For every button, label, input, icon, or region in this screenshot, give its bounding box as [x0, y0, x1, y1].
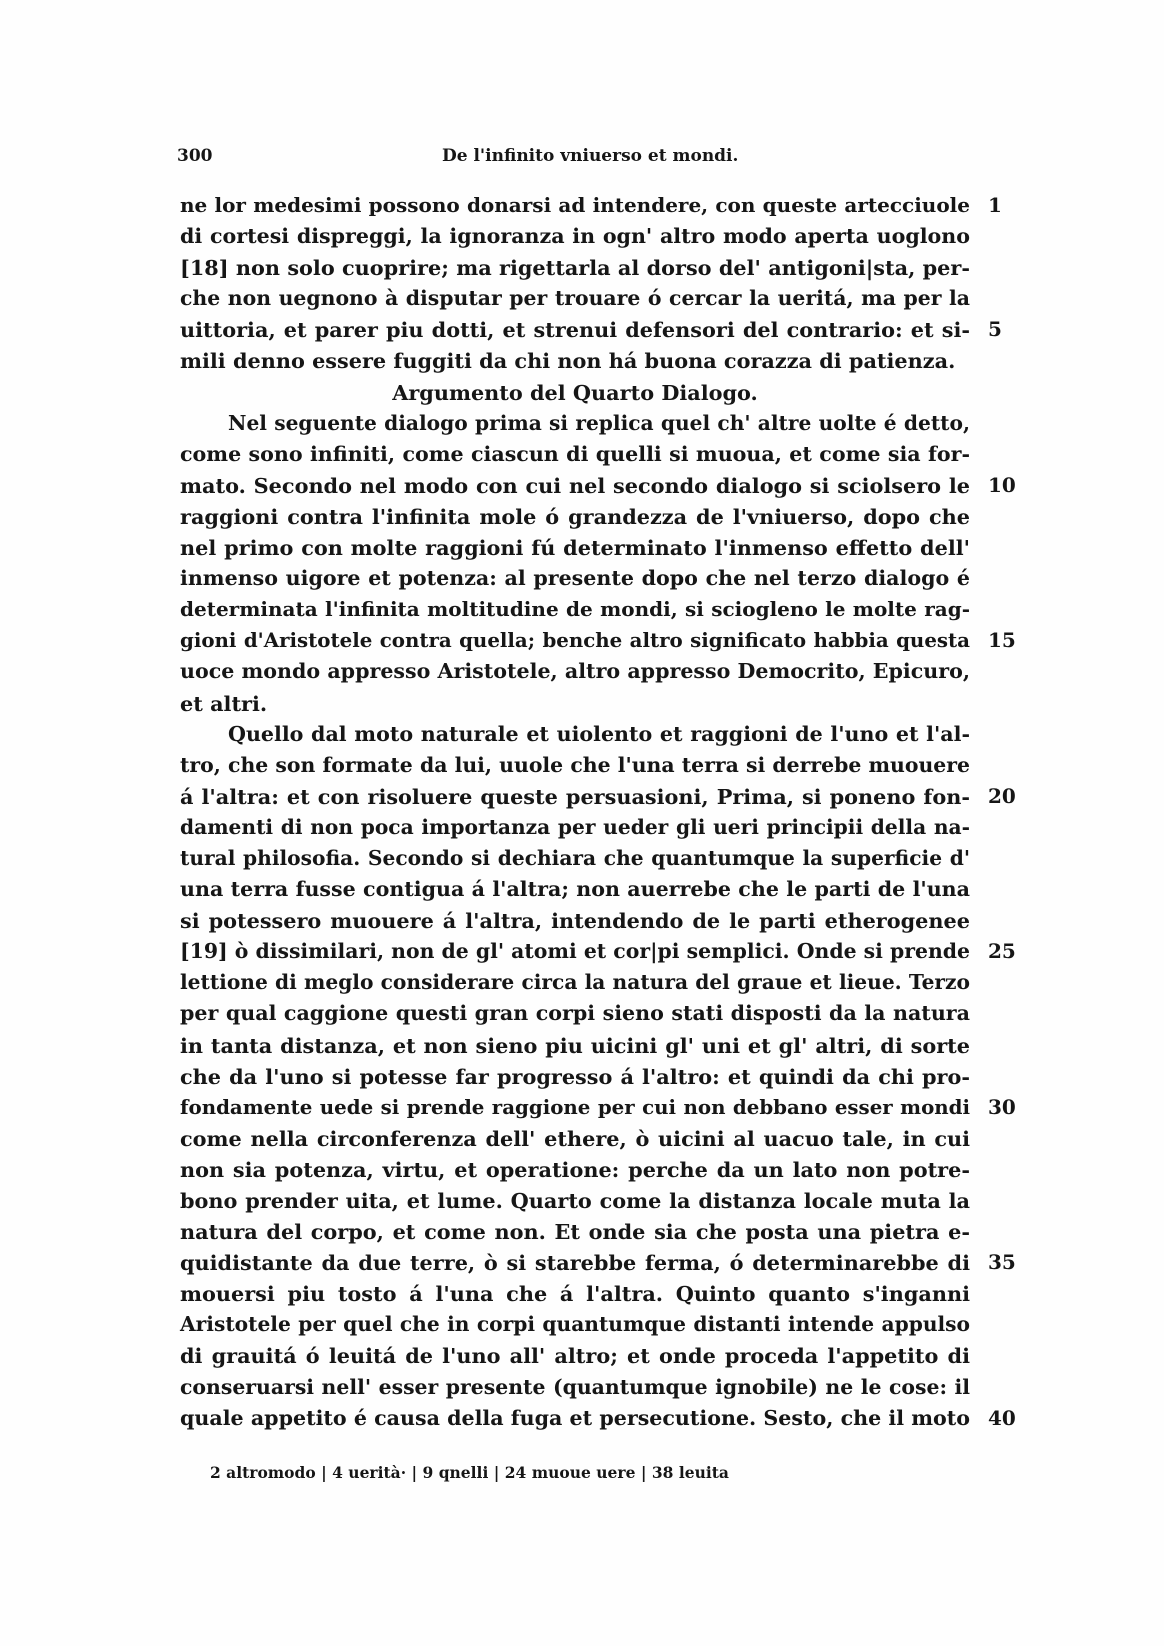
text-line-content: tro, che son formate da lui, uuole che l'una terra si derrebe muouere: [180, 752, 970, 777]
line-number: [988, 1340, 1028, 1371]
text-line-content: quidistante da due terre, ò si starebbe ferma, ó determinarebbe di: [180, 1250, 970, 1276]
running-head: [177, 146, 977, 170]
text-line: [180, 501, 970, 532]
line-number: [940, 408, 980, 439]
text-line: [180, 812, 970, 843]
text-line: [180, 1216, 970, 1247]
text-line: [180, 439, 970, 470]
apparatus-footnote: 2 altromodo | 4 uerità· | 9 qnelli | 24 muoue uere | 38 leuita: [210, 1463, 729, 1482]
text-line: [180, 843, 970, 874]
line-number: [988, 905, 1028, 936]
line-number: [988, 874, 1028, 905]
line-number: 10: [988, 472, 1016, 497]
text-line: [180, 656, 970, 687]
text-line: [180, 252, 970, 283]
text-line-content: mili denno essere fuggiti da chi non há buona corazza di patienza.: [180, 348, 956, 374]
text-line-content: mouersi piu tosto á l'una che á l'altra. Quinto quanto s'inganni: [180, 1281, 970, 1307]
line-number: [988, 563, 1028, 594]
text-line-content: non sia potenza, virtu, et operatione: perche da un lato non potre-: [180, 1156, 970, 1182]
section-heading: [180, 377, 970, 408]
text-line: [180, 1403, 1016, 1434]
text-line: [180, 1372, 970, 1403]
line-number: [988, 1309, 1028, 1340]
text-line: [180, 874, 970, 905]
line-number: 25: [988, 939, 1016, 964]
text-line: [180, 781, 1016, 812]
text-line-content: una terra fusse contigua á l'altra; non auerrebe che le parti de l'una: [180, 877, 970, 902]
text-line: [180, 1185, 970, 1216]
text-line: [180, 1154, 970, 1185]
line-number: [988, 501, 1028, 532]
line-number: [988, 1061, 1028, 1092]
text-line-content: per qual caggione questi gran corpi sieno stati disposti da la natura: [180, 1001, 970, 1026]
line-number: 20: [988, 783, 1016, 808]
line-number: [988, 1278, 1028, 1309]
text-line-content: in tanta distanza, et non sieno piu uicini gl' uni et gl' altri, di sorte: [180, 1032, 970, 1058]
line-number: [988, 998, 1028, 1029]
text-line-content: tural philosofia. Secondo si dechiara che quantumque la superficie d': [180, 845, 970, 870]
text-line-content: natura del corpo, et come non. Et onde sia che posta una pietra e-: [180, 1219, 970, 1245]
line-number: [988, 1372, 1028, 1403]
text-line-content: che da l'uno si potesse far progresso á l'altro: et quindi da chi pro-: [180, 1063, 970, 1089]
line-number: [988, 377, 1028, 408]
text-line-content: et altri.: [180, 690, 268, 716]
text-line-content: come nella circonferenza dell' ethere, ò uicini al uacuo tale, in cui: [180, 1125, 970, 1151]
text-line: [180, 1061, 970, 1092]
text-line-content: fondamente uede si prende raggione per cui non debbano esser mondi: [180, 1094, 970, 1119]
text-line: [180, 190, 1002, 221]
line-number: [988, 594, 1028, 625]
line-number: [988, 345, 1028, 376]
line-number: 40: [988, 1405, 1016, 1430]
text-line-content: Argumento del Quarto Dialogo.: [392, 379, 758, 405]
line-number: [988, 1216, 1028, 1247]
text-line: [180, 594, 970, 625]
text-line: [180, 688, 970, 719]
text-line-content: [18] non solo cuoprire; ma rigettarla al dorso del' antigoni|sta, per-: [180, 255, 970, 281]
text-line-content: conseruarsi nell' esser presente (quantumque ignobile) ne le cose: il: [180, 1374, 970, 1399]
text-line: [180, 1123, 970, 1154]
text-line-content: di grauitá ó leuitá de l'uno all' altro; et onde proceda l'appetito di: [180, 1343, 970, 1369]
line-number: [988, 812, 1028, 843]
text-line: [180, 750, 970, 781]
text-line: [180, 221, 970, 252]
text-line-content: inmenso uigore et potenza: al presente dopo che nel terzo dialogo é: [180, 566, 970, 591]
text-line: [180, 563, 970, 594]
main-text: [180, 190, 1016, 1434]
text-line: [180, 967, 970, 998]
text-line-content: che non uegnono à disputar per trouare ó cercar la ueritá, ma per la: [180, 286, 970, 311]
text-line-content: si potessero muouere á l'altra, intendendo de le parti etherogenee: [180, 908, 970, 934]
line-number: [988, 439, 1028, 470]
line-number: [988, 688, 1028, 719]
text-line: [180, 1030, 970, 1061]
line-number: [988, 283, 1028, 314]
text-line: [180, 532, 970, 563]
text-line-content: Quello dal moto naturale et uiolento et raggioni de l'uno et l'al-: [228, 721, 970, 746]
text-line: [180, 998, 970, 1029]
line-number: [988, 1154, 1028, 1185]
text-line-content: raggioni contra l'infinita mole ó grandezza de l'vniuerso, dopo che: [180, 503, 970, 529]
text-line-content: damenti di non poca importanza per ueder gli ueri principii della na-: [180, 814, 970, 839]
text-line-content: determinata l'infinita moltitudine de mondi, si sciogleno le molte rag-: [180, 597, 970, 622]
line-number: [988, 1185, 1028, 1216]
line-number: [988, 656, 1028, 687]
text-line-content: Nel seguente dialogo prima si replica quel ch' altre uolte é detto,: [228, 410, 970, 435]
line-number: [940, 719, 980, 750]
text-line: [180, 1340, 970, 1371]
line-number: 15: [988, 628, 1016, 653]
line-number: [988, 843, 1028, 874]
text-line: [180, 1278, 970, 1309]
line-number: 30: [988, 1094, 1016, 1119]
line-number: [988, 221, 1028, 252]
line-number: 5: [988, 317, 1002, 342]
text-line-content: come sono infiniti, come ciascun di quelli si muoua, et come sia for-: [180, 441, 970, 466]
line-number: [988, 1030, 1028, 1061]
text-line-content: ne lor medesimi possono donarsi ad intendere, con queste artecciuole: [180, 193, 970, 217]
running-title: De l'infinito vniuerso et mondi.: [442, 146, 739, 166]
text-line: [180, 719, 970, 750]
text-line-content: Aristotele per quel che in corpi quantumque distanti intende appulso: [180, 1312, 970, 1337]
text-line-content: á l'altra: et con risoluere queste persuasioni, Prima, si poneno fon-: [180, 783, 970, 809]
text-line: [180, 1247, 1016, 1278]
text-line-content: mato. Secondo nel modo con cui nel secondo dialogo si sciolsero le: [180, 472, 970, 498]
text-line-content: uoce mondo appresso Aristotele, altro appresso Democrito, Epicuro,: [180, 659, 970, 684]
text-line-content: gioni d'Aristotele contra quella; benche altro significato habbia questa: [180, 628, 970, 653]
line-number: [988, 252, 1028, 283]
text-line: [180, 314, 1002, 345]
text-line-content: nel primo con molte raggioni fú determinato l'inmenso effetto dell': [180, 535, 970, 561]
text-line: [180, 1092, 1016, 1123]
text-line: [180, 625, 1016, 656]
text-line: [180, 283, 970, 314]
text-line-content: di cortesi dispreggi, la ignoranza in ogn' altro modo aperta uoglono: [180, 224, 970, 249]
text-line-content: bono prender uita, et lume. Quarto come la distanza locale muta la: [180, 1188, 970, 1213]
text-line: [180, 905, 970, 936]
text-line: [180, 936, 1016, 967]
text-line: [180, 345, 970, 376]
line-number: [988, 1123, 1028, 1154]
text-line: [180, 1309, 970, 1340]
line-number: [988, 750, 1028, 781]
page-number: 300: [177, 146, 213, 166]
text-line-content: [19] ò dissimilari, non de gl' atomi et cor|pi semplici. Onde si prende: [180, 939, 970, 964]
text-line: [180, 470, 1016, 501]
line-number: 35: [988, 1250, 1016, 1275]
text-line-content: lettione di meglo considerare circa la natura del graue et lieue. Terzo: [180, 970, 970, 995]
line-number: [988, 532, 1028, 563]
text-line: [180, 408, 970, 439]
line-number: [988, 967, 1028, 998]
text-line-content: quale appetito é causa della fuga et persecutione. Sesto, che il moto: [180, 1405, 970, 1430]
line-number: 1: [988, 193, 1002, 217]
text-line-content: uittoria, et parer piu dotti, et strenui defensori del contrario: et si-: [180, 317, 970, 343]
